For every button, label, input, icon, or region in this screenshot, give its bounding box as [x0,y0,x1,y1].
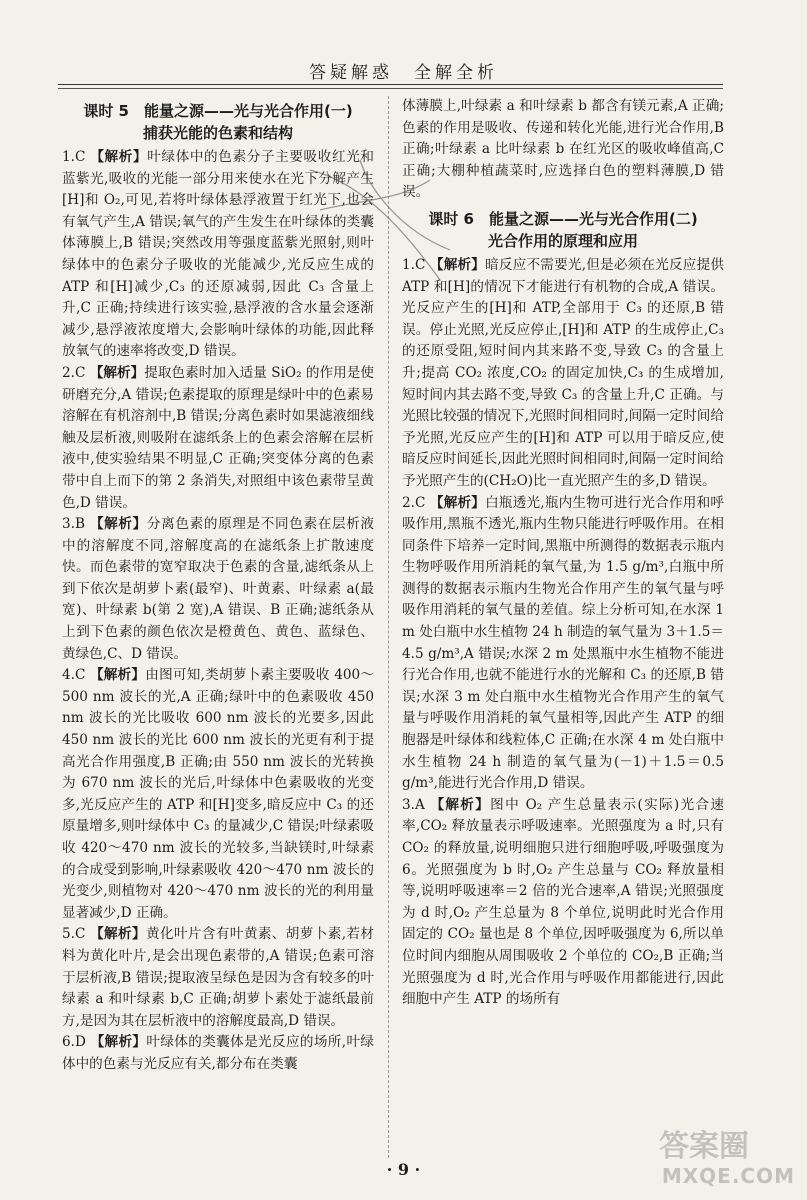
pen-annotation-mark [300,150,460,300]
watermark-logo [649,1122,799,1192]
analysis-tag: 【解析】 [90,1034,147,1051]
page-number: · 9 · [386,1160,421,1179]
analysis-tag: 【解析】 [90,926,146,943]
analysis-tag: 【解析】 [430,796,491,813]
analysis-tag: 【解析】 [89,516,147,533]
lesson-5-subtitle: 捕获光能的色素和结构 [142,124,293,142]
analysis-tag: 【解析】 [429,494,486,511]
answer-item [62,514,374,665]
answer-item [62,1032,374,1075]
answer-text: 5.C 【解析】黄化叶片含有叶黄素、胡萝卜素,若材料为黄化叶片,是会出现色素带的,A 错误;色素可溶于层析液,B 错误;提取液呈绿色是因为含有较多的叶绿素 a 和叶绿素 b,C 正确;胡萝卜素处于滤纸最前方,是因为其在层析液中的溶解度最高,D 错误。 [62,926,374,1029]
watermark-logo-icon [649,1122,799,1166]
answer-text: 6.D 【解析】叶绿体的类囊体是光反应的场所,叶绿体中的色素与光反应有关,都分布在类囊 [62,1034,374,1072]
answer-text: 3.B 【解析】分离色素的原理是不同色素在层析液中的溶解度不同,溶解度高的在滤纸条上扩散速度快。而色素带的宽窄取决于色素的含量,滤纸条从上到下依次是胡萝卜素(最窄)、叶黄素、叶绿素 a(最宽)、叶绿素 b(第 2 宽),A 错误、B 正确;滤纸条从上到下色素的颜色依次是橙黄色、黄色、蓝绿色、黄绿色,C、D 错误。 [62,516,374,662]
analysis-tag: 【解析】 [90,149,148,165]
answer-text: 3.A 【解析】图中 O₂ 产生总量表示(实际)光合速率,CO₂ 释放量表示呼吸速率。光照强度为 a 时,只有 CO₂ 的释放量,说明细胞只进行细胞呼吸,呼吸强度为 6。光照强度为 b 时,O₂ 产生总量与 CO₂ 释放量相等,说明呼吸速率＝2 倍的光合速率,A 错误;光照强度为 d 时,O₂ 产生总量为 8 个单位,说明此时光合作用固定的 CO₂ 量也是 8 个单位,因呼吸强度为 6,所以单位时间内细胞从周围吸收 2 个单位的 CO₂,B 正确;当光照强度为 d 时,光合作用与呼吸作用都能进行,因此细胞中产生 ATP 的场所有 [402,796,724,1008]
lesson-6-subtitle: 光合作用的原理和应用 [487,231,638,250]
analysis-tag: 【解析】 [89,364,145,381]
answer-text: 2.C 【解析】白瓶透光,瓶内生物可进行光合作用和呼吸作用,黑瓶不透光,瓶内生物只能进行呼吸作用。在相同条件下培养一定时间,黑瓶中所测得的数据表示瓶内生物呼吸作用所消耗的氧气量,为 1.5 g/m³,白瓶中所测得的数据表示瓶内生物光合作用产生的氧气量与呼吸作用消耗的氧气量的差值。综上分析可知,在水深 1 m 处白瓶中水生植物 24 h 制造的氧气量为 3＋1.5＝4.5 g/m³,A 错误;水深 2 m 处黑瓶中水生植物不能进行光合作用,也就不能进行水的光解和 C₃ 的还原,B 错误;水深 3 m 处白瓶中水生植物光合作用产生的氧气量与呼吸作用消耗的氧气量相等,因此产生 ATP 的细胞器是叶绿体和线粒体,C 正确;在水深 4 m 处白瓶中水生植物 24 h 制造的氧气量为(－1)＋1.5＝0.5 g/m³,能进行光合作用,D 错误。 [402,494,724,792]
lesson-5-title: 课时 5 能量之源——光与光合作用(一) [83,102,353,120]
header-rule [58,84,723,85]
page-header [0,0,807,96]
svg-text:答案圈: 答案圈 [659,1129,749,1164]
header-title: 答疑解惑 全解全析 [309,63,498,83]
lesson-6-title: 课时 6 能量之源——光与光合作用(二) [428,209,698,228]
header-rule-thin [58,88,723,89]
answer-text: 2.C 【解析】提取色素时加入适量 SiO₂ 的作用是使研磨充分,A 错误;色素提取的原理是绿叶中的色素易溶解在有机溶剂中,B 错误;分离色素时如果滤液细线触及层析液,则吸附在滤纸条上的色素会溶解在层析液中,使实验结果不明显,C 正确;突变体分离的色素带中自上而下的第 2 条消失,对照组中该色素带呈黄色,D 错误。 [62,364,374,511]
answer-text: 体薄膜上,叶绿素 a 和叶绿素 b 都含有镁元素,A 正确;色素的作用是吸收、传递和转化光能,进行光合作用,B 正确;叶绿素 a 比叶绿素 b 在红光区的吸收峰值高,C 正确;大棚种植蔬菜时,应选择白色的塑料薄膜,D 错误。 [402,98,724,201]
answer-item [62,363,374,514]
watermark-url: MXQE.COM [661,1164,795,1188]
answer-item [62,924,374,1032]
lesson-5-heading [62,100,374,144]
answer-item [62,665,374,924]
answer-text: 1.C 【解析】叶绿体中的色素分子主要吸收红光和蓝紫光,吸收的光能一部分用来使水在光下分解产生[H]和 O₂,可见,若将叶绿体悬浮液置于红光下,也会有氧气产生,A 错误;氧气的产生发生在叶绿体的类囊体薄膜上,B 错误;突然改用等强度蓝紫光照射,则叶绿体中的色素分子吸收的光能减少,光反应生成的 ATP 和[H]减少,C₃ 的还原减弱,因此 C₃ 含量上升,C 正确;持续进行该实验,悬浮液的含水量会逐渐减少,悬浮液浓度增大,会影响叶绿体的功能,因此释放氧气的速率将改变,D 错误。 [62,149,374,360]
answer-text: 4.C 【解析】由图可知,类胡萝卜素主要吸收 400～500 nm 波长的光,A 正确;绿叶中的色素吸收 450 nm 波长的光比吸收 600 nm 波长的光要多,因此 450 nm 波长的光比 600 nm 波长的光更有利于提高光合作用强度,B 正确;由 550 nm 波长的光转换为 670 nm 波长的光后,叶绿体中色素吸收的光变多,光反应产生的 ATP 和[H]变多,暗反应中 C₃ 的还原量增多,则叶绿体中 C₃ 的量减少,C 错误;叶绿素吸收 420～470 nm 波长的光较多,当缺镁时,叶绿素的合成受到影响,叶绿素吸收 420～470 nm 波长的光变少,则植物对 420～470 nm 波长的光的利用量显著减少,D 正确。 [62,667,374,921]
analysis-tag: 【解析】 [89,667,146,684]
answer-item [402,493,724,795]
analysis-tag: 【解析】 [429,256,486,273]
answer-text: 1.C 【解析】暗反应不需要光,但是必须在光反应提供 ATP 和[H]的情况下才能进行有机物的合成,A 错误。光反应产生的[H]和 ATP,全部用于 C₃ 的还原,B 错误。停止光照,光反应停止,[H]和 ATP 的生成停止,C₃ 的还原受阻,短时间内其来路不变,导致 C₃ 的含量上升;提高 CO₂ 浓度,CO₂ 的固定加快,C₃ 的生成增加,短时间内其去路不变,导致 C₃ 的含量上升,C 正确。与光照比较强的情况下,光照时间相同时,间隔一定时间给予光照,光反应产生的[H]和 ATP 可以用于暗反应,使暗反应时间延长,因此光照时间相同时,间隔一定时间给予光照产生的(CH₂O)比一直光照产生的多,D 错误。 [402,256,724,489]
answer-item [402,795,724,1011]
